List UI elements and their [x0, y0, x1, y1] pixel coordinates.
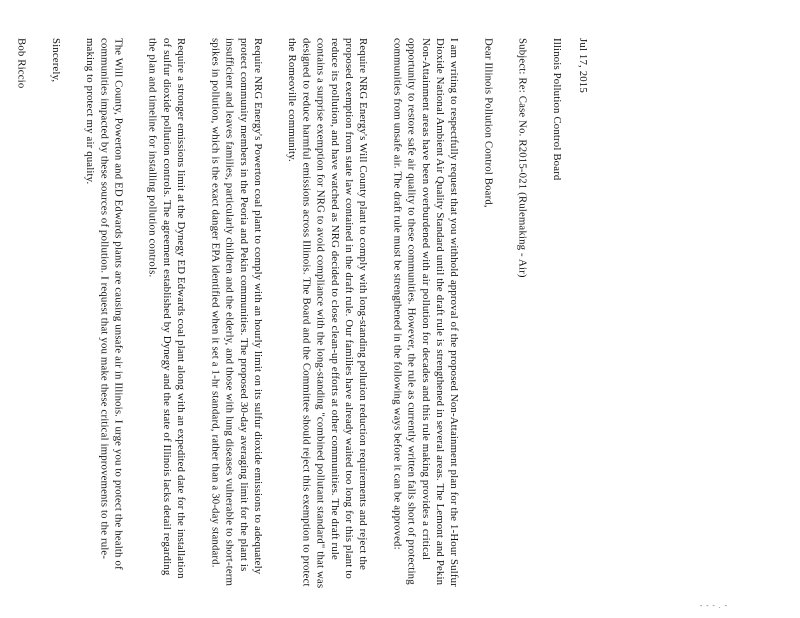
- letter-paragraph: Require a stronger emissions limit at the Dynegy ED Edwards coal plant along with an expedited date for the installation of sulfur dioxide pollution controls. The agreement established by Dynegy and the state of Illinois lacks detail regarding the plan and timeline for installing pollution controls.: [146, 38, 188, 579]
- letter-body: [15, 38, 590, 590]
- letter-paragraph: The Will County, Powerton and ED Edwards plants are causing unsafe air in Illinois. I urge you to protect the health of communities impacted by these sources of pollution. I request that you make these critical improvements to the rule-making to protect my air quality.: [84, 38, 125, 570]
- letter-paragraph: I am writing to respectfully request that you withhold approval of the proposed Non-Attainment plan for the 1-Hour Sulfur Dioxide National Ambient Air Quality Standard until the draft rule is strengthened in several areas. The Lemont and Pekin Non-Attainment areas have been overburdened with air pollution for decades and this rule making provides a critical opportunity to restore safe air quality to these communities. However, the rule as currently written falls short of protecting communities from unsafe air. The draft rule must be strengthened in the following ways before it can be approved:: [391, 38, 461, 587]
- letter-salutation: Dear Illinois Pollution Control Board,: [482, 38, 495, 208]
- letter-date: Jul 17, 2015: [577, 38, 589, 93]
- letter-closing: Sincerely,: [49, 38, 62, 83]
- letter-paragraph: Require NRG Energy's Powerton coal plant to comply with an hourly limit on its sulfur dioxide emissions to adequately protect community members in the Peoria and Pekin communities. The proposed 30-day averaging limit for the plant is insufficient and leaves families, particularly children and the elderly, and those with lung diseases vulnerable to short-term spikes in pollution, which is the exact danger EPA identified when it set a 1-hr standard, rather than a 30-day standard.: [209, 38, 264, 587]
- letter-paragraph: Require NRG Energy's Will County plant to comply with long-standing pollution reduction requirements and reject the proposed exemption from state law contained in the draft rule. Our families have already waited too long for this plant to reduce its pollution, and have watched as NRG decided to close clean-up efforts at other communities. The draft rule contains a surprise exemption for NRG to avoid compliance with the long-standing "combined pollutant standard" that was designed to reduce harmful emissions across Illinois. The Board and the Committee should reject this exemption to protect the Romeoville community.: [286, 38, 370, 589]
- page-mark: - - - . -: [699, 603, 728, 610]
- letter-subject: Subject: Re: Case No. R2015-021 (Rulemaking - Air): [516, 38, 529, 278]
- letter-recipient: Illinois Pollution Control Board: [550, 38, 563, 181]
- letter-signature: Bob Riccio: [15, 38, 28, 89]
